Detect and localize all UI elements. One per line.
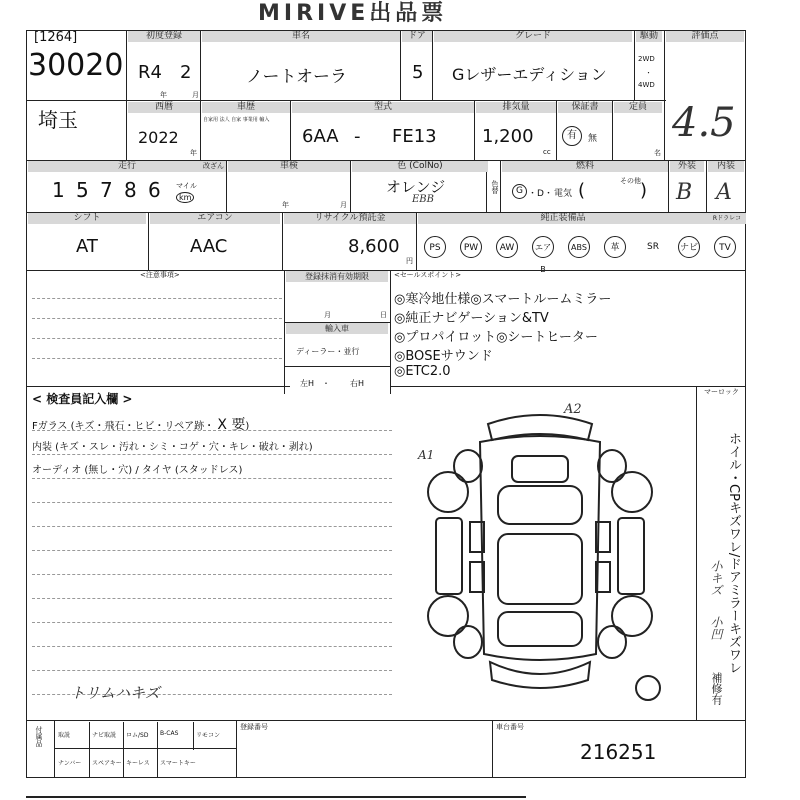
dotted-line (32, 550, 392, 551)
option-divider (157, 722, 158, 750)
dotted-line (32, 478, 392, 479)
warranty-label: 保証書 (558, 102, 612, 113)
equipment-item: PS (424, 236, 446, 258)
glass-text: Fガラス (キズ・飛石・ヒビ・リペア跡・ (32, 421, 215, 432)
recycle-value: 8,600 (348, 236, 400, 257)
fuel-close: ) (640, 180, 648, 201)
selling-point-line: ◎寒冷地仕様◎スマートルームミラー (394, 292, 612, 307)
selling-point-line: ◎純正ナビゲーション&TV (394, 311, 549, 326)
color-code: EBB (412, 194, 434, 205)
option-divider (193, 722, 194, 750)
option-divider (123, 750, 124, 778)
capacity-unit: 名 (654, 149, 661, 157)
score-label: 評価点 (666, 31, 744, 42)
fuel-gasoline: G (512, 184, 527, 199)
inspector-line-glass: Fガラス (キズ・飛石・ヒビ・リペア跡・ X 要) (32, 417, 250, 433)
score-value: 4.5 (672, 100, 736, 146)
inspector-label: < 検査員記入欄 > (32, 392, 133, 406)
page-title: MIRIVE出品票 (258, 1, 448, 26)
equipment-item: ナビ (678, 236, 700, 258)
option-item: B-CAS (160, 730, 179, 737)
chassis-number: 216251 (580, 740, 657, 764)
option-item: リモコン (196, 732, 221, 739)
option-divider (157, 750, 158, 778)
car-name: ノートオーラ (246, 67, 347, 87)
dotted-line (32, 454, 392, 455)
option-item: ロム/SD (126, 732, 149, 739)
reg-month: 2 (180, 62, 192, 83)
aircon-value: AAC (190, 236, 228, 257)
interior-label: 内装 (708, 161, 744, 172)
options-side-label: 付属品 (35, 726, 43, 747)
option-divider (89, 722, 90, 750)
equipment-item: TV (714, 236, 736, 258)
displacement-unit: cc (543, 148, 551, 156)
fuel-other-label: その他 (620, 177, 641, 185)
diagram-mark-a1: A1 (418, 448, 435, 462)
mileage-digit: 5 (76, 178, 89, 202)
mileage-digit: 6 (148, 178, 161, 202)
option-item: 取説 (58, 732, 71, 739)
dotted-line (32, 598, 392, 599)
option-item: キーレス (126, 760, 150, 767)
equipment-item: ABS (568, 236, 590, 258)
inspector-line-interior: 内装 (キズ・スレ・汚れ・シミ・コゲ・穴・キレ・破れ・剥れ) (32, 442, 313, 453)
grade-value: Gレザーエディション (452, 65, 607, 84)
warranty-no: 無 (588, 134, 598, 144)
selling-points-label: <セールスポイント> (394, 271, 462, 279)
import-right: 右H (350, 379, 365, 388)
inspection-year-unit: 年 (282, 201, 289, 209)
reg-year-unit: 年 (160, 91, 167, 99)
warranty-yes: 有 (562, 126, 582, 146)
mileage-digit: 7 (100, 178, 113, 202)
recycle-label: リサイクル預託金 (284, 213, 416, 224)
exterior-grade: B (676, 180, 693, 205)
reg-number-label: 登録番号 (240, 723, 268, 731)
option-divider (123, 722, 124, 750)
inspection-label: 車検 (228, 161, 350, 172)
drive-sep: ・ (645, 69, 652, 77)
odometer-label: 改ざん (203, 162, 224, 170)
model-dash: - (354, 126, 361, 147)
drive-label: 駆動 (636, 31, 662, 42)
displacement-value: 1,200 (482, 126, 534, 147)
diagram-mark-a2: A2 (564, 402, 582, 417)
marker-hand-3: 補修有 (710, 672, 723, 705)
equipment-item: 革 (604, 236, 626, 258)
reg-expiry-label: 登録抹消有効期限 (286, 271, 388, 282)
reg-expiry-month: 月 (324, 311, 331, 319)
doors-value: 5 (412, 62, 424, 83)
equipment-item: PW (460, 236, 482, 258)
capacity-label: 定員 (614, 102, 662, 113)
grade-label: グレード (434, 31, 632, 42)
dotted-line (32, 430, 392, 431)
chassis-label: 車台番号 (496, 723, 524, 731)
fuel-diesel-letter: D (537, 189, 544, 199)
marker-hand-2: 小凹 (709, 616, 723, 640)
import-label: 輸入車 (286, 323, 388, 334)
equipment-label: 純正装備品 (418, 213, 708, 224)
color-change-label: 色替 (491, 180, 499, 194)
reg-era-year: R4 (138, 62, 162, 83)
mileage-digit: 1 (52, 178, 65, 202)
marker-vertical-main: ホイル・CPキズワレ/ドアミラーキズワレ (726, 432, 741, 675)
import-left: 左H (300, 379, 315, 388)
interior-grade: A (716, 180, 732, 205)
selling-point-line: ◎プロパイロット◎シートヒーター (394, 330, 598, 345)
import-dealer: ディーラー・並行 (296, 347, 360, 356)
recycle-unit: 円 (406, 257, 413, 265)
color-label: 色 (ColNo) (352, 161, 488, 172)
aircon-label: エアコン (150, 213, 280, 224)
mileage-label: 走行 (28, 161, 226, 172)
model-code: FE13 (392, 126, 437, 147)
first-reg-label: 初度登録 (128, 31, 200, 42)
option-item: スマートキー (160, 760, 196, 767)
dotted-line (32, 670, 392, 671)
car-name-label: 車名 (202, 31, 400, 42)
selling-point-line: ◎BOSEサウンド (394, 349, 493, 364)
inspection-month-unit: 月 (340, 201, 347, 209)
mileage-digits (52, 178, 172, 202)
drive-4wd: 4WD (638, 81, 655, 89)
western-year: 2022 (138, 128, 179, 147)
selling-point-line: ◎ETC2.0 (394, 364, 451, 379)
dotted-line (32, 646, 392, 647)
option-item: ナンバー (58, 760, 82, 767)
option-divider (89, 750, 90, 778)
import-dot: ・ (322, 379, 330, 388)
inspector-handwritten: トリムハキズ (70, 684, 160, 702)
car-damage-diagram (400, 394, 680, 714)
fuel-label: 燃料 (502, 161, 668, 172)
model-label: 型式 (292, 102, 474, 113)
dotted-line (32, 526, 392, 527)
color-name: オレンジ (386, 178, 446, 196)
mileage-digit: 8 (124, 178, 137, 202)
fuel-open: ( (578, 180, 586, 201)
option-item: スペアキー (92, 760, 122, 767)
drive-2wd: 2WD (638, 55, 655, 63)
inspector-line-audio: オーディオ (無し・穴) / タイヤ (スタッドレス) (32, 465, 243, 476)
shift-label: シフト (28, 213, 146, 224)
displacement-label: 排気量 (476, 102, 556, 113)
reg-month-unit: 月 (192, 91, 199, 99)
equipment-item: SR (647, 242, 659, 252)
dotted-line (32, 502, 392, 503)
reg-expiry-day: 日 (380, 311, 387, 319)
shift-value: AT (76, 236, 98, 257)
equipment-item: AW (496, 236, 518, 258)
model-prefix: 6AA (302, 126, 339, 147)
marker-label: マーロック (704, 388, 739, 396)
option-item: ナビ取説 (92, 732, 117, 739)
mileage-unit-mile: マイル (176, 182, 197, 190)
fuel-diesel: ・D・ (528, 189, 553, 199)
history-note: 自家用 法人 自家 事業用 輸入 (203, 117, 270, 123)
equipment-item: エアB (532, 236, 554, 258)
notes-label: <注意事項> (140, 271, 180, 279)
western-year-suffix: 年 (190, 149, 197, 157)
history-label: 車歴 (202, 102, 290, 113)
western-year-label: 西暦 (128, 102, 200, 113)
dotted-line (32, 574, 392, 575)
equipment-extra-label: Rドラレコ (708, 213, 746, 224)
doors-label: ドア (402, 31, 432, 42)
lane-number: [1264] (34, 30, 78, 45)
region-value: 埼玉 (38, 108, 78, 132)
exterior-label: 外装 (670, 161, 704, 172)
mileage-unit-km: km (176, 192, 194, 203)
fuel-electric: 電気 (554, 189, 573, 199)
marker-hand-1: 小キズ (709, 560, 723, 596)
dotted-line (32, 622, 392, 623)
glass-mark: X 要 (217, 417, 246, 433)
lot-number: 30020 (28, 48, 124, 83)
